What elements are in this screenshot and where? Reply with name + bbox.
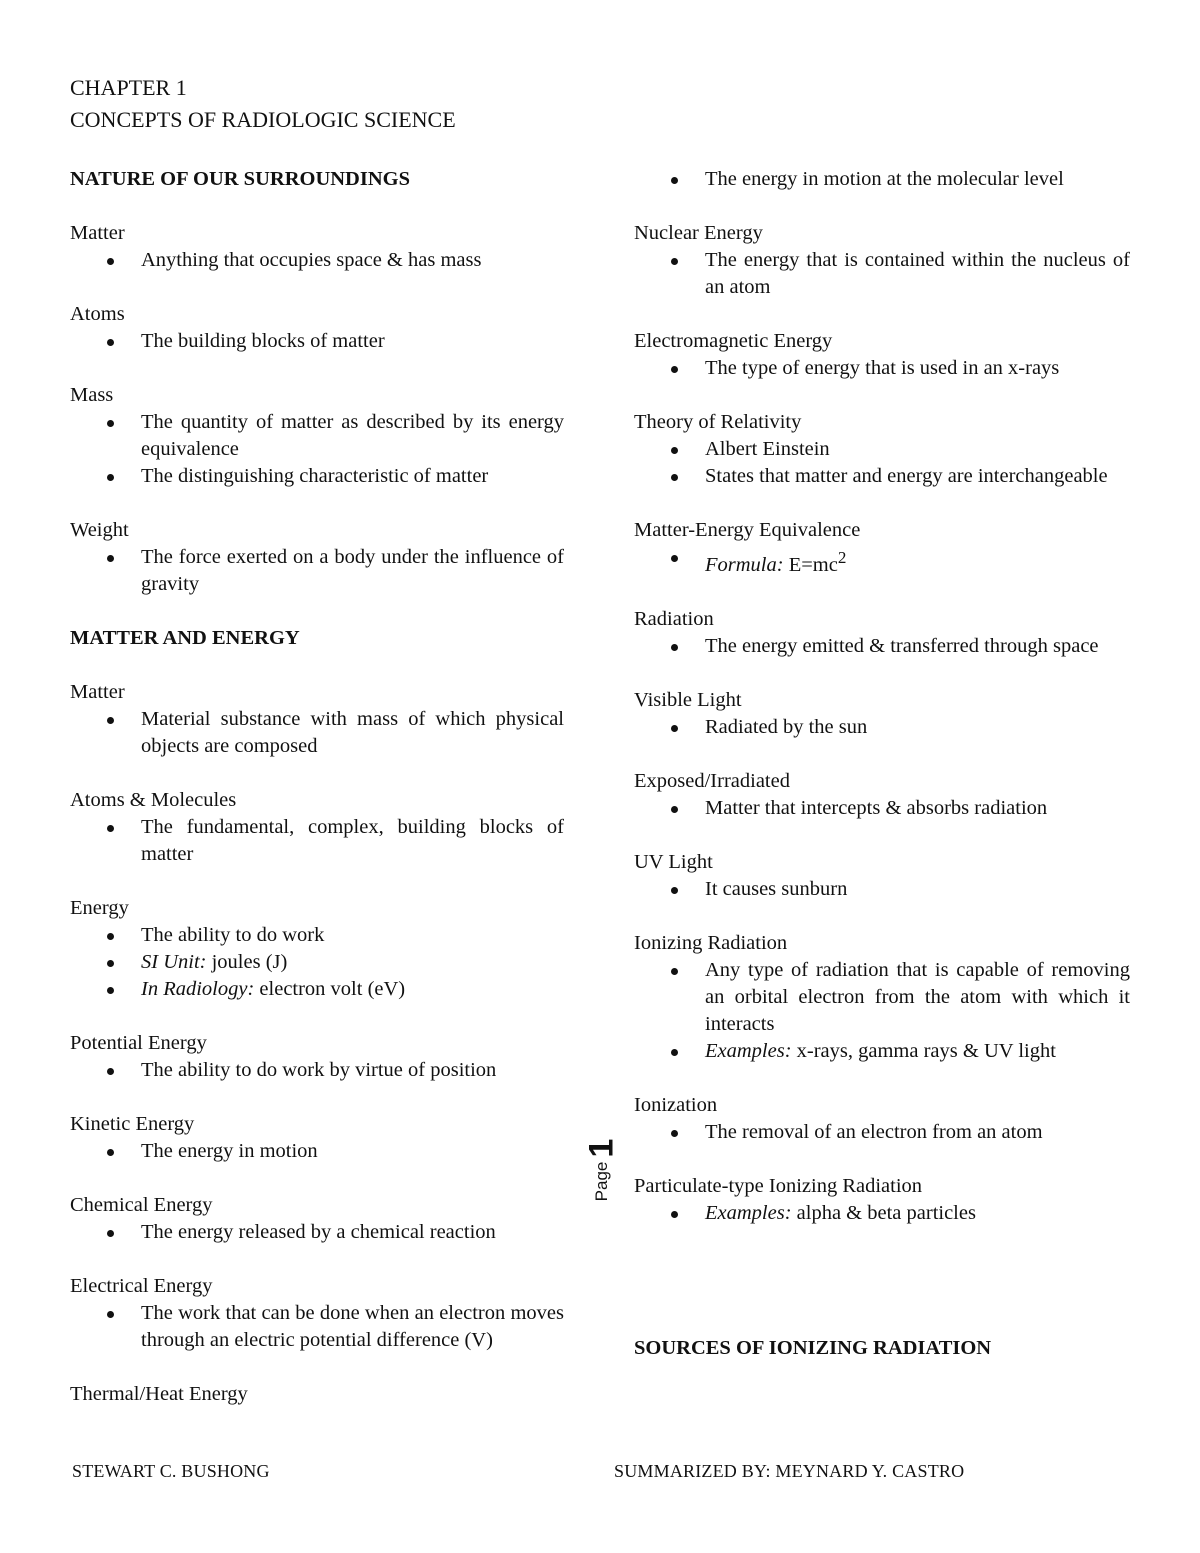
bullet-list bbox=[70, 409, 564, 490]
bullet-list bbox=[70, 922, 564, 1003]
bullet-list bbox=[70, 1057, 564, 1084]
term-heading: Matter bbox=[70, 222, 125, 244]
bullet-list bbox=[634, 1200, 1130, 1227]
bullet-list bbox=[634, 544, 1130, 579]
term-heading: Kinetic Energy bbox=[70, 1113, 195, 1135]
page-number: 1 bbox=[582, 1138, 621, 1158]
chapter-label: CHAPTER 1 bbox=[70, 75, 187, 100]
footer-author: STEWART C. BUSHONG bbox=[72, 1461, 270, 1481]
term-heading: Particulate-type Ionizing Radiation bbox=[634, 1174, 923, 1197]
bullet-icon bbox=[671, 887, 678, 894]
term-heading: Matter-Energy Equivalence bbox=[634, 519, 861, 541]
bullet-list bbox=[634, 795, 1130, 822]
bullet-item: The removal of an electron from an atom bbox=[634, 1119, 1130, 1146]
bullet-item: In Radiology: electron volt (eV) bbox=[70, 976, 564, 1003]
bullet-icon bbox=[671, 1130, 678, 1137]
term-heading: Energy bbox=[70, 897, 129, 919]
bullet-item: It causes sunburn bbox=[634, 876, 1130, 903]
bullet-list bbox=[70, 247, 564, 274]
bullet-list bbox=[70, 1138, 564, 1165]
bullet-list bbox=[70, 1219, 564, 1246]
bullet-item: The ability to do work bbox=[70, 922, 564, 949]
bullet-icon bbox=[671, 1211, 678, 1218]
bullet-item: SI Unit: joules (J) bbox=[70, 949, 564, 976]
bullet-icon bbox=[671, 1049, 678, 1056]
right-column bbox=[634, 166, 1130, 1362]
bullet-icon bbox=[107, 420, 114, 427]
bullet-item: Examples: alpha & beta particles bbox=[634, 1200, 1130, 1227]
bullet-icon bbox=[107, 825, 114, 832]
bullet-item: Albert Einstein bbox=[634, 436, 1130, 463]
term-heading: Mass bbox=[70, 384, 114, 406]
bullet-item: The fundamental, complex, building blocks of matter bbox=[70, 814, 564, 868]
bullet-item: The energy released by a chemical reaction bbox=[70, 1219, 564, 1246]
term-heading: Ionizing Radiation bbox=[634, 931, 788, 954]
term-heading: Matter bbox=[70, 681, 125, 703]
term-heading: Exposed/Irradiated bbox=[634, 769, 790, 792]
section-heading: NATURE OF OUR SURROUNDINGS bbox=[70, 168, 410, 190]
chapter-title: CONCEPTS OF RADIOLOGIC SCIENCE bbox=[70, 107, 456, 132]
bullet-item: States that matter and energy are interchangeable bbox=[634, 463, 1130, 490]
left-column bbox=[70, 166, 564, 1408]
bullet-icon bbox=[107, 933, 114, 940]
term-heading: Weight bbox=[70, 519, 129, 541]
bullet-icon bbox=[107, 717, 114, 724]
bullet-icon bbox=[107, 960, 114, 967]
bullet-list bbox=[634, 714, 1130, 741]
bullet-icon bbox=[107, 1230, 114, 1237]
bullet-icon bbox=[671, 447, 678, 454]
bullet-icon bbox=[107, 258, 114, 265]
bullet-icon bbox=[107, 1311, 114, 1318]
bullet-list bbox=[634, 247, 1130, 301]
bullet-icon bbox=[107, 555, 114, 562]
bullet-item: The quantity of matter as described by its energy equivalence bbox=[70, 409, 564, 463]
bullet-list bbox=[70, 544, 564, 598]
footer-summarizer: SUMMARIZED BY: MEYNARD Y. CASTRO bbox=[614, 1461, 965, 1481]
bullet-item: Any type of radiation that is capable of removing an orbital electron from the atom with which it interacts bbox=[634, 957, 1130, 1038]
bullet-item: The energy that is contained within the nucleus of an atom bbox=[634, 247, 1130, 301]
bullet-icon bbox=[671, 806, 678, 813]
bullet-list bbox=[70, 706, 564, 760]
bullet-icon bbox=[671, 725, 678, 732]
bullet-list bbox=[634, 436, 1130, 490]
bullet-item: The energy in motion at the molecular level bbox=[634, 166, 1130, 193]
bullet-item: The force exerted on a body under the influence of gravity bbox=[70, 544, 564, 598]
bullet-list bbox=[634, 633, 1130, 660]
bullet-list bbox=[634, 355, 1130, 382]
term-heading: Radiation bbox=[634, 607, 714, 630]
bullet-item: The building blocks of matter bbox=[70, 328, 564, 355]
bullet-item: Anything that occupies space & has mass bbox=[70, 247, 564, 274]
bullet-list bbox=[634, 1119, 1130, 1146]
bullet-item: Radiated by the sun bbox=[634, 714, 1130, 741]
superscript: 2 bbox=[837, 548, 847, 567]
bullet-icon bbox=[671, 258, 678, 265]
bullet-list bbox=[70, 814, 564, 868]
bullet-item: Matter that intercepts & absorbs radiation bbox=[634, 795, 1130, 822]
bullet-icon bbox=[107, 987, 114, 994]
term-heading: Atoms bbox=[70, 303, 125, 325]
term-heading: Theory of Relativity bbox=[634, 411, 802, 433]
term-heading: Nuclear Energy bbox=[634, 222, 763, 244]
bullet-icon bbox=[107, 474, 114, 481]
term-heading: Electrical Energy bbox=[70, 1275, 213, 1297]
bullet-item: Material substance with mass of which physical objects are composed bbox=[70, 706, 564, 760]
bullet-list bbox=[634, 876, 1130, 903]
bullet-icon bbox=[671, 366, 678, 373]
page-marker bbox=[582, 1130, 622, 1210]
bullet-icon bbox=[671, 177, 678, 184]
bullet-list bbox=[70, 328, 564, 355]
bullet-icon bbox=[671, 644, 678, 651]
bullet-icon bbox=[671, 555, 678, 562]
bullet-item: The ability to do work by virtue of position bbox=[70, 1057, 564, 1084]
bullet-item: The energy emitted & transferred through space bbox=[634, 633, 1130, 660]
bullet-icon bbox=[107, 339, 114, 346]
term-heading: UV Light bbox=[634, 850, 713, 873]
bullet-icon bbox=[671, 968, 678, 975]
term-heading: Electromagnetic Energy bbox=[634, 330, 833, 352]
bullet-item: The distinguishing characteristic of matter bbox=[70, 463, 564, 490]
bullet-list bbox=[634, 957, 1130, 1065]
bullet-icon bbox=[107, 1068, 114, 1075]
bullet-icon bbox=[107, 1149, 114, 1156]
term-heading: Chemical Energy bbox=[70, 1194, 213, 1216]
page-word: Page bbox=[592, 1161, 611, 1202]
bullet-item: The energy in motion bbox=[70, 1138, 564, 1165]
term-heading: Ionization bbox=[634, 1093, 718, 1116]
section-heading: SOURCES OF IONIZING RADIATION bbox=[634, 1336, 992, 1359]
bullet-item: Examples: x-rays, gamma rays & UV light bbox=[634, 1038, 1130, 1065]
bullet-item: The type of energy that is used in an x-rays bbox=[634, 355, 1130, 382]
bullet-list bbox=[634, 166, 1130, 193]
term-heading: Atoms & Molecules bbox=[70, 789, 237, 811]
term-heading: Potential Energy bbox=[70, 1032, 207, 1054]
section-heading: MATTER AND ENERGY bbox=[70, 627, 300, 649]
term-heading: Visible Light bbox=[634, 688, 742, 711]
bullet-item: Formula: $E=mc^2$ bbox=[634, 544, 1130, 579]
term-heading: Thermal/Heat Energy bbox=[70, 1383, 248, 1405]
bullet-list bbox=[70, 1300, 564, 1354]
bullet-icon bbox=[671, 474, 678, 481]
bullet-item: The work that can be done when an electron moves through an electric potential difference (V) bbox=[70, 1300, 564, 1354]
